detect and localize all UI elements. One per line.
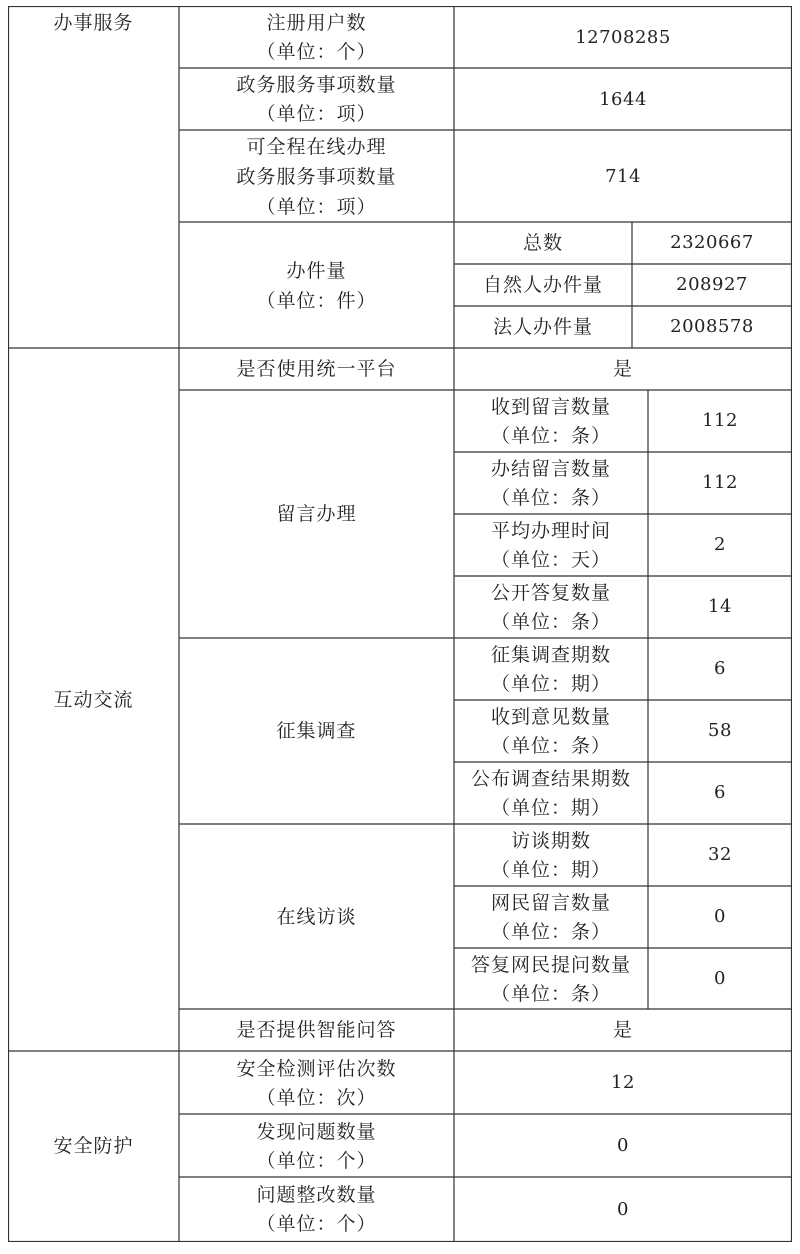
- cases-label: 办件量: [286, 260, 347, 282]
- cases-natural-value: 208927: [676, 274, 748, 295]
- checks-unit: （单位：次）: [256, 1087, 377, 1109]
- msg-public-value: 14: [708, 596, 732, 617]
- interview-msgs-label: 网民留言数量: [490, 892, 611, 914]
- msg-public-unit: （单位：条）: [490, 611, 611, 633]
- msg-done-label: 办结留言数量: [490, 458, 611, 480]
- survey-opinions-label: 收到意见数量: [490, 706, 611, 728]
- msg-received-value: 112: [702, 410, 738, 431]
- users-label: 注册用户数: [266, 12, 367, 34]
- online-unit: （单位：项）: [256, 196, 377, 218]
- interview-replies-label: 答复网民提问数量: [470, 954, 631, 976]
- platform-label: 是否使用统一平台: [236, 358, 397, 380]
- cases-total-label: 总数: [522, 232, 563, 254]
- checks-value: 12: [611, 1072, 635, 1093]
- fixed-label: 问题整改数量: [256, 1184, 377, 1206]
- messages-label: 留言办理: [276, 503, 357, 525]
- checks-label: 安全检测评估次数: [236, 1058, 397, 1080]
- section-anquan: 安全防护: [53, 1135, 134, 1157]
- survey-results-unit: （单位：期）: [490, 797, 611, 819]
- qa-value: 是: [612, 1019, 633, 1041]
- items-unit: （单位：项）: [256, 103, 377, 125]
- cases-unit: （单位：件）: [256, 290, 377, 312]
- section-hudong: 互动交流: [53, 689, 134, 711]
- interview-replies-value: 0: [714, 968, 726, 989]
- interview-replies-unit: （单位：条）: [490, 983, 611, 1005]
- interview-msgs-unit: （单位：条）: [490, 921, 611, 943]
- online-label-2: 政务服务事项数量: [236, 166, 397, 188]
- survey-opinions-unit: （单位：条）: [490, 735, 611, 757]
- msg-avg-unit: （单位：天）: [490, 549, 611, 571]
- issues-label: 发现问题数量: [256, 1121, 377, 1143]
- qa-label: 是否提供智能问答: [236, 1019, 397, 1041]
- msg-done-unit: （单位：条）: [490, 487, 611, 509]
- items-label: 政务服务事项数量: [236, 74, 397, 96]
- cases-legal-value: 2008578: [670, 316, 754, 337]
- stats-table: [8, 6, 792, 1242]
- interview-msgs-value: 0: [714, 906, 726, 927]
- users-unit: （单位：个）: [256, 41, 377, 63]
- survey-periods-value: 6: [714, 658, 726, 679]
- survey-periods-unit: （单位：期）: [490, 673, 611, 695]
- issues-unit: （单位：个）: [256, 1150, 377, 1172]
- msg-avg-label: 平均办理时间: [490, 520, 611, 542]
- issues-value: 0: [617, 1135, 629, 1156]
- survey-results-label: 公布调查结果期数: [470, 768, 631, 790]
- fixed-unit: （单位：个）: [256, 1213, 377, 1235]
- interview-periods-label: 访谈期数: [510, 830, 591, 852]
- interview-periods-value: 32: [708, 844, 732, 865]
- section-banshi: 办事服务: [53, 12, 134, 34]
- cases-legal-label: 法人办件量: [492, 316, 593, 338]
- cases-total-value: 2320667: [670, 232, 754, 253]
- msg-avg-value: 2: [714, 534, 726, 555]
- interview-periods-unit: （单位：期）: [490, 859, 611, 881]
- survey-results-value: 6: [714, 782, 726, 803]
- survey-label: 征集调查: [276, 720, 357, 742]
- msg-received-unit: （单位：条）: [490, 425, 611, 447]
- msg-public-label: 公开答复数量: [490, 582, 611, 604]
- online-label-1: 可全程在线办理: [246, 136, 387, 158]
- survey-opinions-value: 58: [708, 720, 732, 741]
- fixed-value: 0: [617, 1199, 629, 1220]
- survey-periods-label: 征集调查期数: [490, 644, 611, 666]
- platform-value: 是: [612, 358, 633, 380]
- interview-label: 在线访谈: [276, 906, 357, 928]
- users-value: 12708285: [575, 27, 671, 48]
- msg-received-label: 收到留言数量: [490, 396, 611, 418]
- items-value: 1644: [599, 89, 647, 110]
- cases-natural-label: 自然人办件量: [482, 274, 603, 296]
- online-value: 714: [605, 166, 641, 187]
- msg-done-value: 112: [702, 472, 738, 493]
